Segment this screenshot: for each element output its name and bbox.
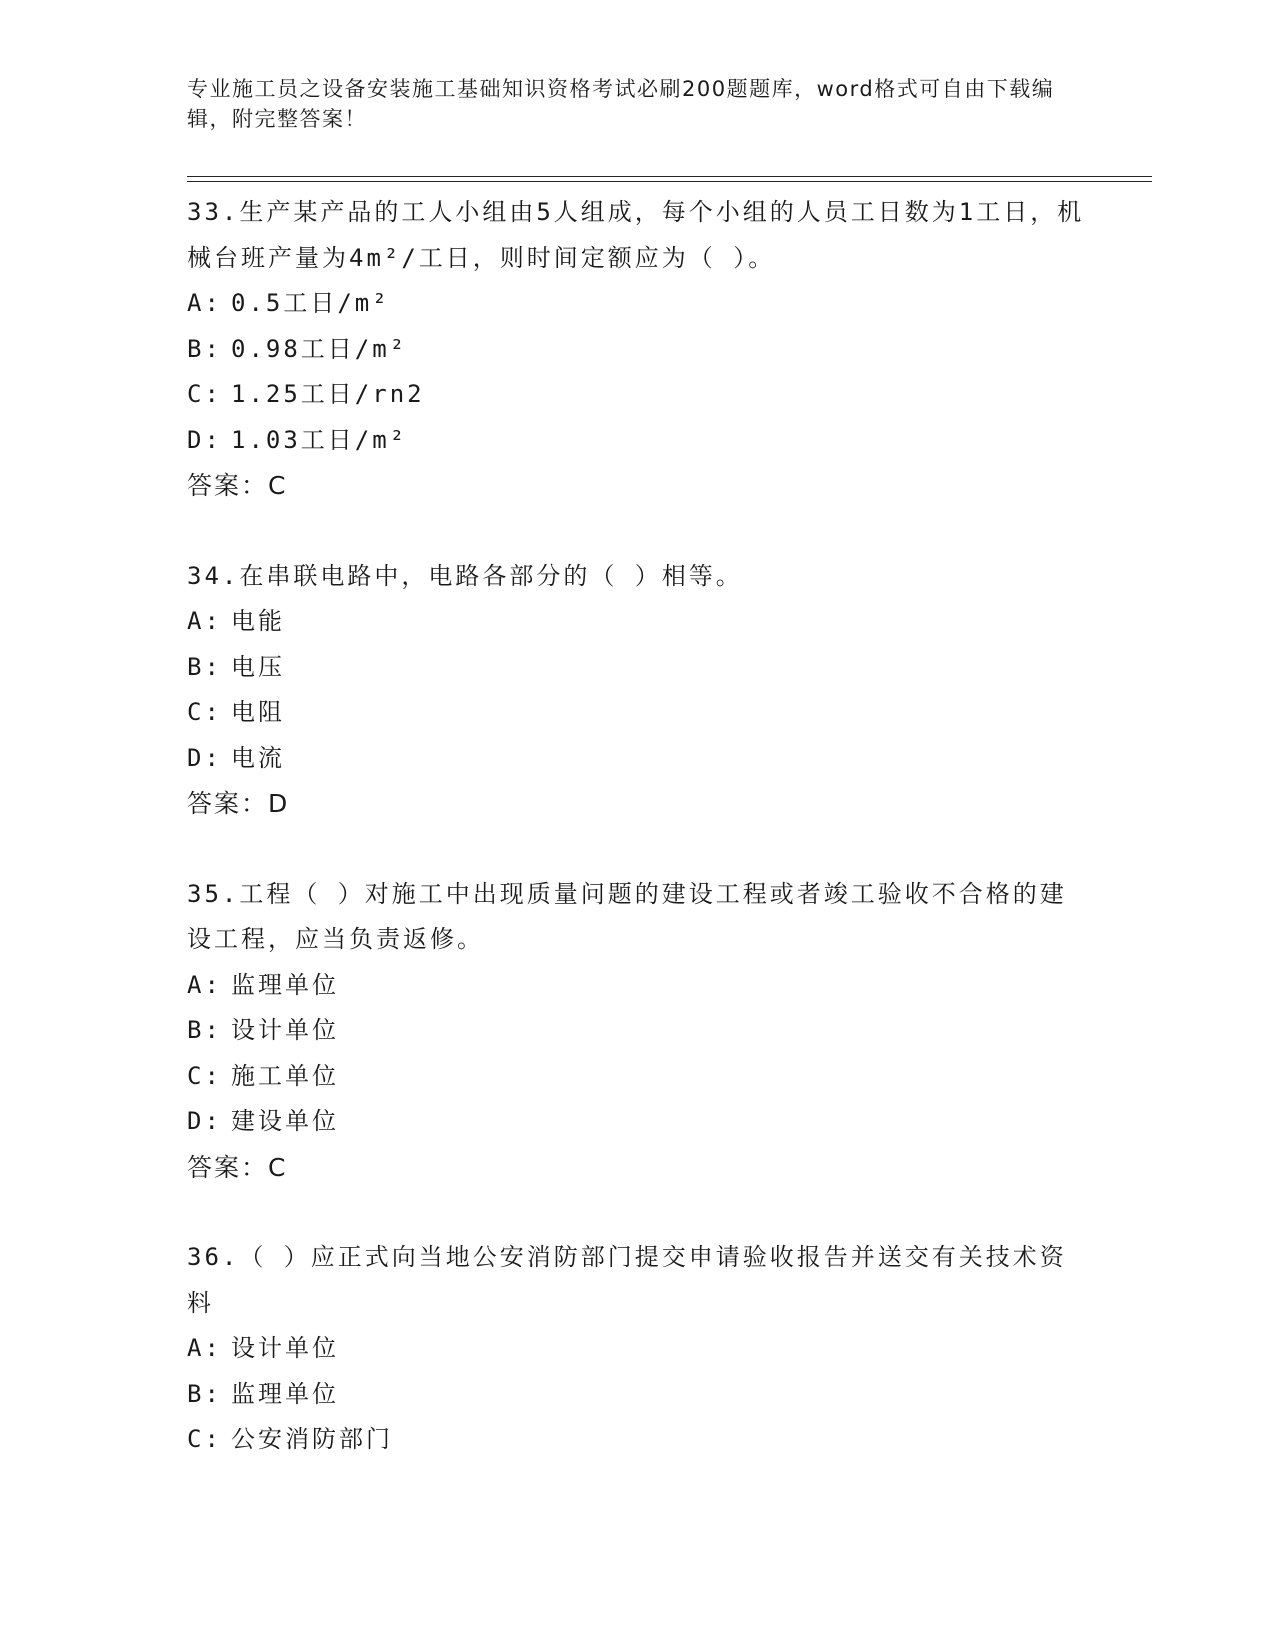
option-letter: A: — [187, 607, 222, 635]
option-letter: B: — [187, 652, 222, 681]
option-letter: A: — [187, 1334, 222, 1362]
option-letter: D: — [187, 1107, 222, 1135]
header-divider-top — [187, 176, 1152, 177]
option-letter: B: — [187, 334, 222, 363]
option-letter: C: — [187, 698, 222, 726]
question-stem: 36.（ ）应正式向当地公安消防部门提交申请验收报告并送交有关技术资料 — [187, 1243, 1067, 1317]
option-text: 0.98工日/m² — [231, 334, 408, 363]
answer-label: 答案：C — [187, 1152, 288, 1182]
option-text: 0.5工日/m² — [231, 289, 390, 317]
option-text: 电流 — [231, 743, 285, 772]
document-header: 专业施工员之设备安装施工基础知识资格考试必刷200题题库，word格式可自由下载编辑，附完整答案！ — [187, 77, 1055, 131]
option-letter: C: — [187, 1061, 222, 1090]
option-text: 设计单位 — [231, 1334, 339, 1362]
option-d — [187, 736, 1087, 782]
option-text: 1.25工日/rn2 — [231, 380, 425, 408]
option-text: 公安消防部门 — [231, 1425, 393, 1453]
option-a — [187, 281, 1087, 327]
option-c — [187, 690, 1087, 736]
option-b — [187, 645, 1087, 691]
option-letter: C: — [187, 380, 222, 408]
question-stem: 34.在串联电路中，电路各部分的（ ）相等。 — [187, 561, 743, 590]
option-letter: B: — [187, 1016, 222, 1044]
option-text: 施工单位 — [231, 1061, 339, 1090]
option-text: 建设单位 — [231, 1107, 339, 1135]
option-b — [187, 1372, 1087, 1418]
option-letter: D: — [187, 743, 222, 772]
option-a — [187, 963, 1087, 1009]
option-text: 电压 — [231, 652, 285, 681]
option-text: 监理单位 — [231, 970, 339, 999]
option-text: 电阻 — [231, 698, 285, 726]
option-d — [187, 1099, 1087, 1145]
option-text: 设计单位 — [231, 1016, 339, 1044]
option-letter: A: — [187, 970, 222, 999]
option-b — [187, 327, 1087, 373]
question-stem: 33.生产某产品的工人小组由5人组成，每个小组的人员工日数为1工日，机械台班产量为4m²/工日，则时间定额应为（ ）。 — [187, 198, 1085, 272]
answer-label: 答案：C — [187, 471, 288, 500]
question-35 — [187, 872, 1087, 1191]
option-a — [187, 1326, 1087, 1372]
option-c — [187, 372, 1087, 418]
option-c — [187, 1054, 1087, 1100]
question-34 — [187, 554, 1087, 827]
question-36 — [187, 1235, 1087, 1463]
option-letter: D: — [187, 425, 222, 454]
option-d — [187, 418, 1087, 464]
option-b — [187, 1008, 1087, 1054]
option-letter: A: — [187, 289, 222, 317]
answer-label: 答案：D — [187, 789, 290, 818]
option-a — [187, 599, 1087, 645]
header-divider-bottom — [187, 181, 1152, 182]
option-text: 监理单位 — [231, 1379, 339, 1408]
question-stem: 35.工程（ ）对施工中出现质量问题的建设工程或者竣工验收不合格的建设工程，应当负责返修。 — [187, 879, 1067, 953]
option-text: 电能 — [231, 607, 285, 635]
option-letter: B: — [187, 1379, 222, 1408]
question-33 — [187, 190, 1087, 509]
option-letter: C: — [187, 1425, 222, 1453]
option-c — [187, 1417, 1087, 1463]
option-text: 1.03工日/m² — [231, 425, 408, 454]
question-list — [187, 190, 1087, 1508]
